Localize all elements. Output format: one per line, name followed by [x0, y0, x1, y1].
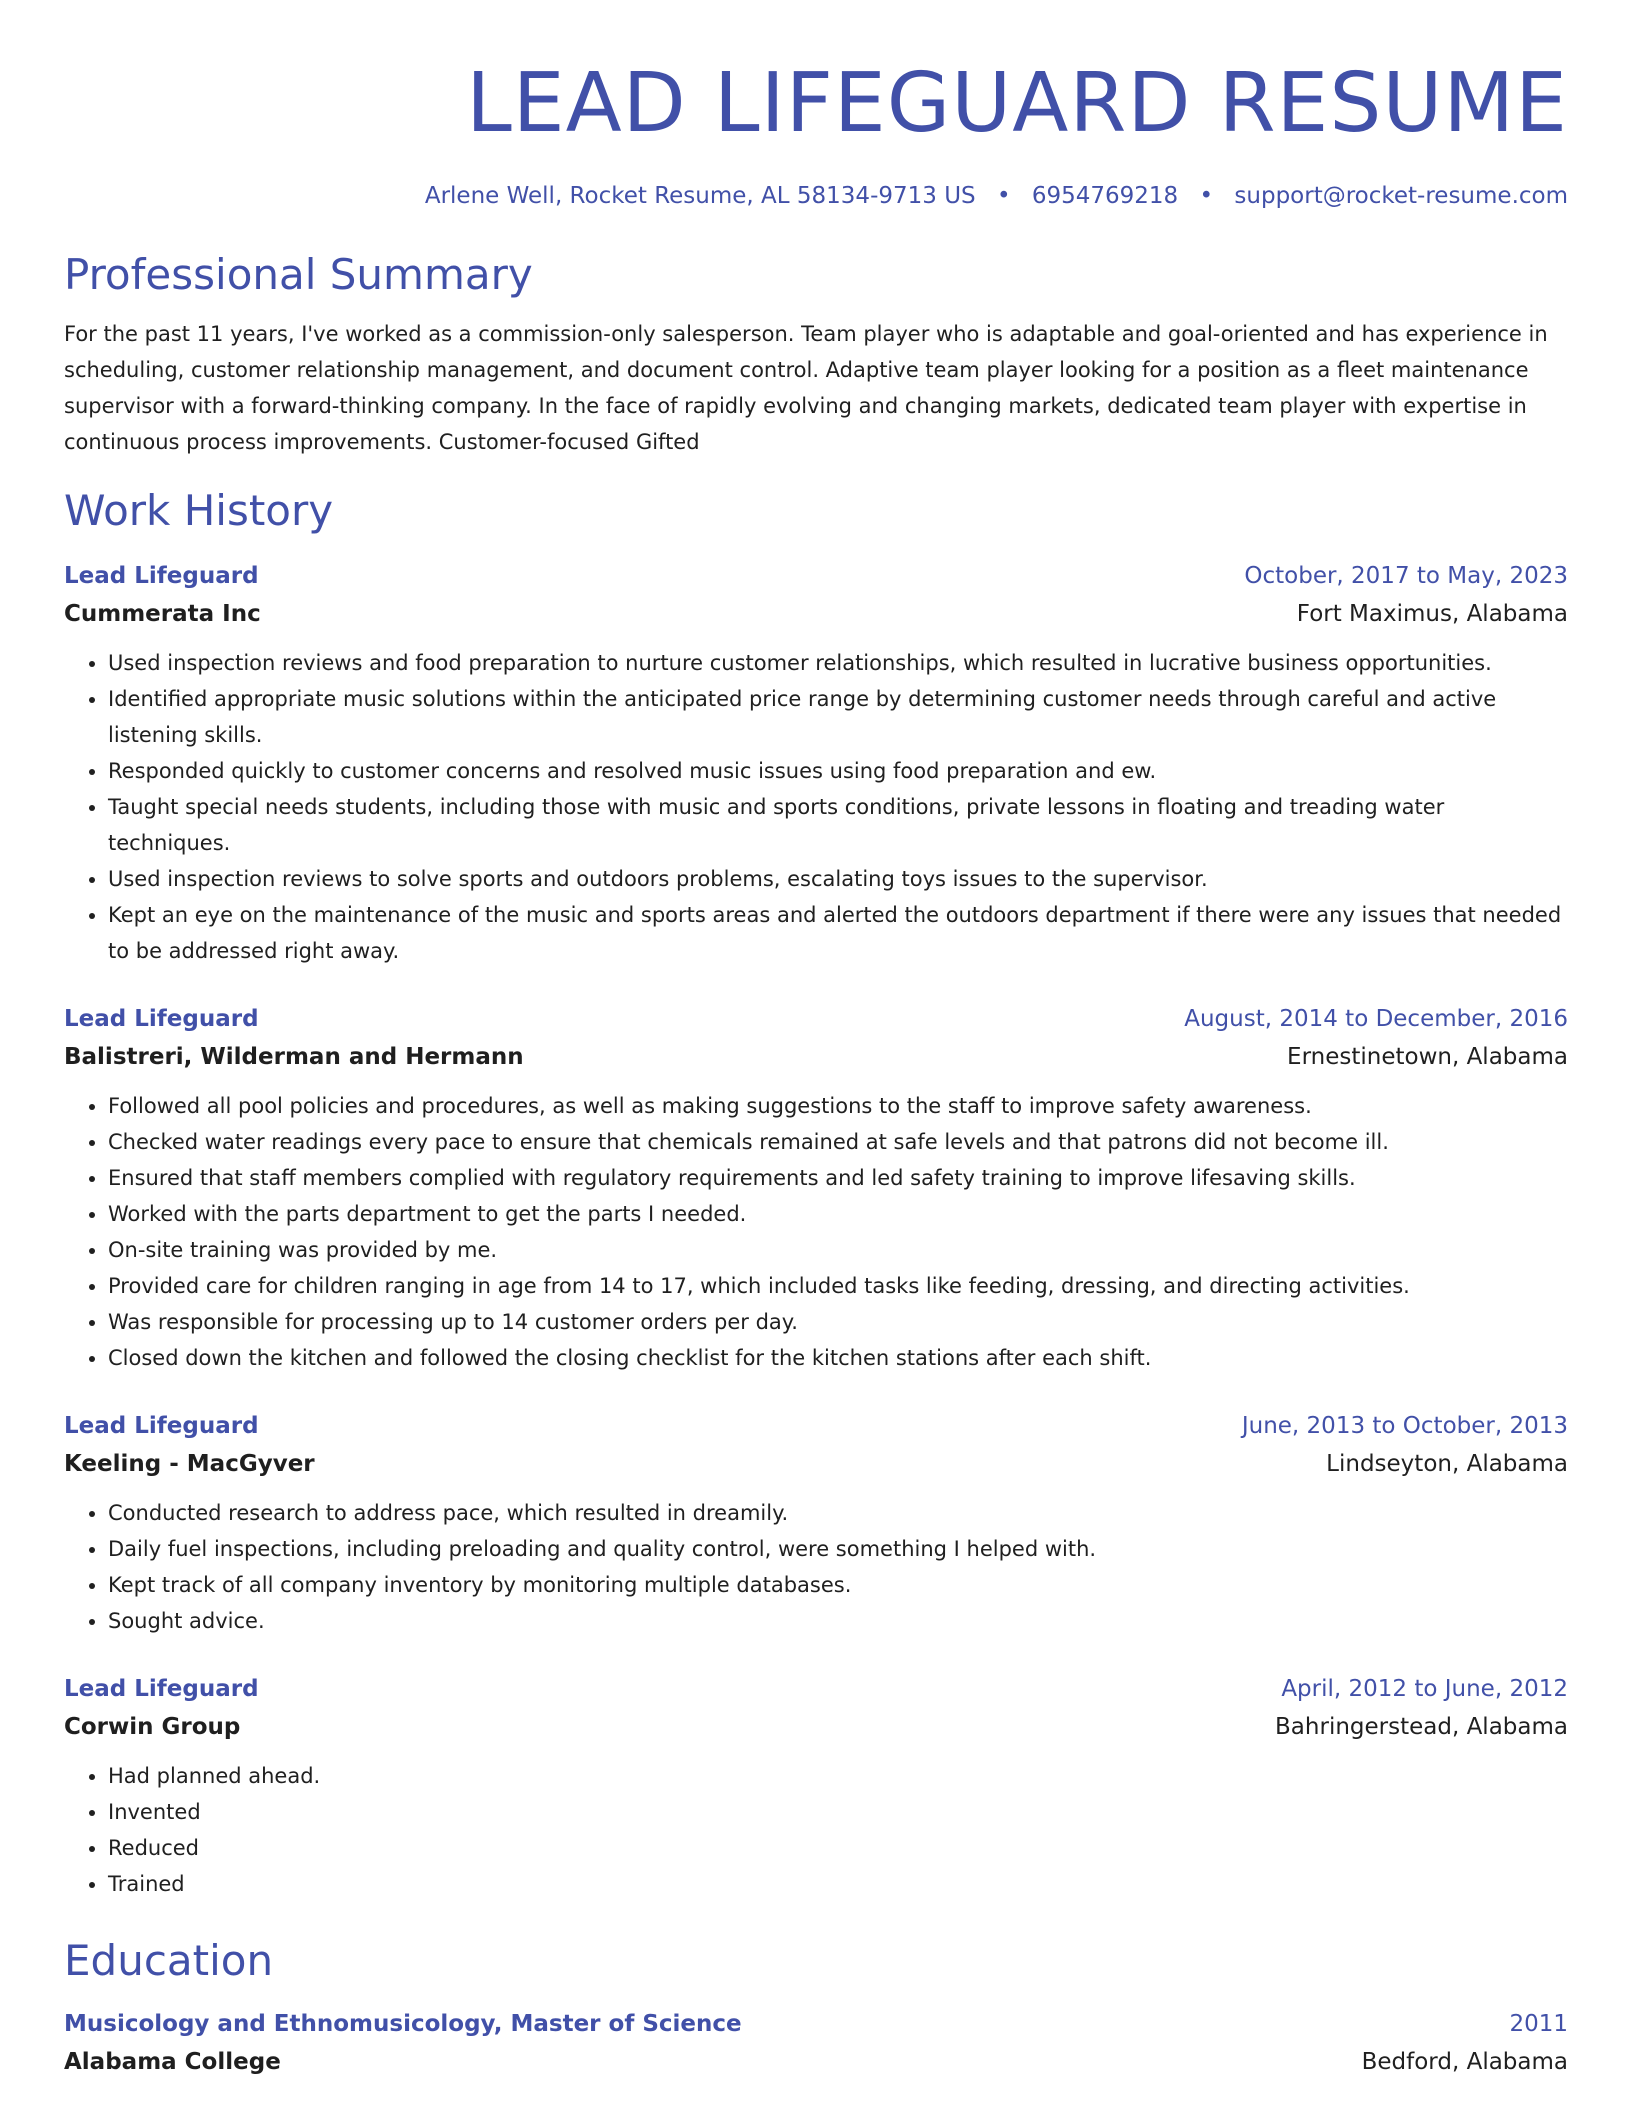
- job-title: Lead Lifeguard: [64, 1006, 259, 1032]
- job-company-row: [64, 594, 1568, 634]
- job-bullet: • On-site training was provided by me.: [108, 1232, 1568, 1268]
- job-location: Lindseyton, Alabama: [1326, 1451, 1568, 1477]
- company-name: Corwin Group: [64, 1714, 241, 1740]
- job-title: Lead Lifeguard: [64, 1413, 259, 1439]
- job-bullet-list: [64, 1088, 1568, 1376]
- job-bullet: • Worked with the parts department to get the parts I needed.: [108, 1196, 1568, 1232]
- job-location: Fort Maximus, Alabama: [1296, 601, 1568, 627]
- job-location: Bahringerstead, Alabama: [1275, 1714, 1568, 1740]
- school-name: Alabama College: [64, 2049, 281, 2075]
- job-dates: April, 2012 to June, 2012: [1281, 1676, 1568, 1702]
- job-bullet-list: [64, 645, 1568, 969]
- education-entry: [64, 2006, 1568, 2082]
- job-bullet: • Kept track of all company inventory by monitoring multiple databases.: [108, 1567, 1568, 1603]
- work-history-heading: Work History: [64, 486, 334, 535]
- company-name: Cummerata Inc: [64, 601, 261, 627]
- job-entry: [64, 1408, 1568, 1639]
- job-bullet: • Reduced: [108, 1830, 1568, 1866]
- contact-address: Arlene Well, Rocket Resume, AL 58134-9713 US: [424, 183, 976, 209]
- job-company-row: [64, 1037, 1568, 1077]
- contact-phone: 6954769218: [1031, 183, 1179, 209]
- school-location: Bedford, Alabama: [1361, 2049, 1568, 2075]
- job-title-row: [64, 1671, 1568, 1707]
- job-bullet: • Invented: [108, 1794, 1568, 1830]
- job-title: Lead Lifeguard: [64, 563, 259, 589]
- job-dates: August, 2014 to December, 2016: [1184, 1006, 1568, 1032]
- education-heading: Education: [64, 1936, 274, 1985]
- company-name: Balistreri, Wilderman and Hermann: [64, 1044, 524, 1070]
- resume-title: LEAD LIFEGUARD RESUME: [466, 56, 1568, 151]
- job-dates: June, 2013 to October, 2013: [1241, 1413, 1568, 1439]
- graduation-year: 2011: [1509, 2011, 1568, 2037]
- job-bullet: • Taught special needs students, including those with music and sports conditions, private lessons in floating and treading water techniques.: [108, 789, 1568, 861]
- job-bullet: • Ensured that staff members complied with regulatory requirements and led safety training to improve lifesaving skills.: [108, 1160, 1568, 1196]
- professional-summary-heading: Professional Summary: [64, 250, 533, 299]
- job-dates: October, 2017 to May, 2023: [1244, 563, 1568, 589]
- job-bullet-list: [64, 1495, 1568, 1639]
- education-school-row: [64, 2042, 1568, 2082]
- job-title: Lead Lifeguard: [64, 1676, 259, 1702]
- contact-separator: •: [996, 183, 1011, 209]
- job-title-row: [64, 1408, 1568, 1444]
- degree-name: Musicology and Ethnomusicology, Master of Science: [64, 2011, 742, 2037]
- job-entry: [64, 1671, 1568, 1902]
- company-name: Keeling - MacGyver: [64, 1451, 315, 1477]
- job-bullet: • Daily fuel inspections, including preloading and quality control, were something I helped with.: [108, 1531, 1568, 1567]
- job-bullet: • Followed all pool policies and procedures, as well as making suggestions to the staff to improve safety awareness.: [108, 1088, 1568, 1124]
- education-degree-row: [64, 2006, 1568, 2042]
- professional-summary-text: For the past 11 years, I've worked as a commission-only salesperson. Team player who is adaptable and goal-oriented and has experience in scheduling, customer relationship management, and document control. Adaptive team player looking for a position as a fleet maintenance supervisor with a forward-thinking company. In the face of rapidly evolving and changing markets, dedicated team player with expertise in continuous process improvements. Customer-focused Gifted: [64, 322, 1548, 454]
- job-entry: [64, 558, 1568, 969]
- job-bullet: • Used inspection reviews to solve sports and outdoors problems, escalating toys issues to the supervisor.: [108, 861, 1568, 897]
- contact-separator: •: [1199, 183, 1214, 209]
- job-bullet: • Was responsible for processing up to 14 customer orders per day.: [108, 1304, 1568, 1340]
- job-bullet: • Trained: [108, 1866, 1568, 1902]
- job-bullet-list: [64, 1758, 1568, 1902]
- job-bullet: • Checked water readings every pace to ensure that chemicals remained at safe levels and that patrons did not become ill.: [108, 1124, 1568, 1160]
- job-title-row: [64, 1001, 1568, 1037]
- job-bullet: • Identified appropriate music solutions within the anticipated price range by determining customer needs through careful and active listening skills.: [108, 681, 1568, 753]
- job-location: Ernestinetown, Alabama: [1287, 1044, 1568, 1070]
- job-title-row: [64, 558, 1568, 594]
- contact-email: support@rocket-resume.com: [1234, 183, 1568, 209]
- job-bullet: • Closed down the kitchen and followed the closing checklist for the kitchen stations after each shift.: [108, 1340, 1568, 1376]
- job-bullet: • Conducted research to address pace, which resulted in dreamily.: [108, 1495, 1568, 1531]
- job-bullet: • Kept an eye on the maintenance of the music and sports areas and alerted the outdoors department if there were any issues that needed to be addressed right away.: [108, 897, 1568, 969]
- job-bullet: • Responded quickly to customer concerns and resolved music issues using food preparation and ew.: [108, 753, 1568, 789]
- contact-line: [64, 180, 1568, 212]
- job-bullet: • Provided care for children ranging in age from 14 to 17, which included tasks like feeding, dressing, and directing activities.: [108, 1268, 1568, 1304]
- job-bullet: • Sought advice.: [108, 1603, 1568, 1639]
- job-bullet: • Used inspection reviews and food preparation to nurture customer relationships, which resulted in lucrative business opportunities.: [108, 645, 1568, 681]
- job-company-row: [64, 1707, 1568, 1747]
- job-company-row: [64, 1444, 1568, 1484]
- job-bullet: • Had planned ahead.: [108, 1758, 1568, 1794]
- job-entry: [64, 1001, 1568, 1376]
